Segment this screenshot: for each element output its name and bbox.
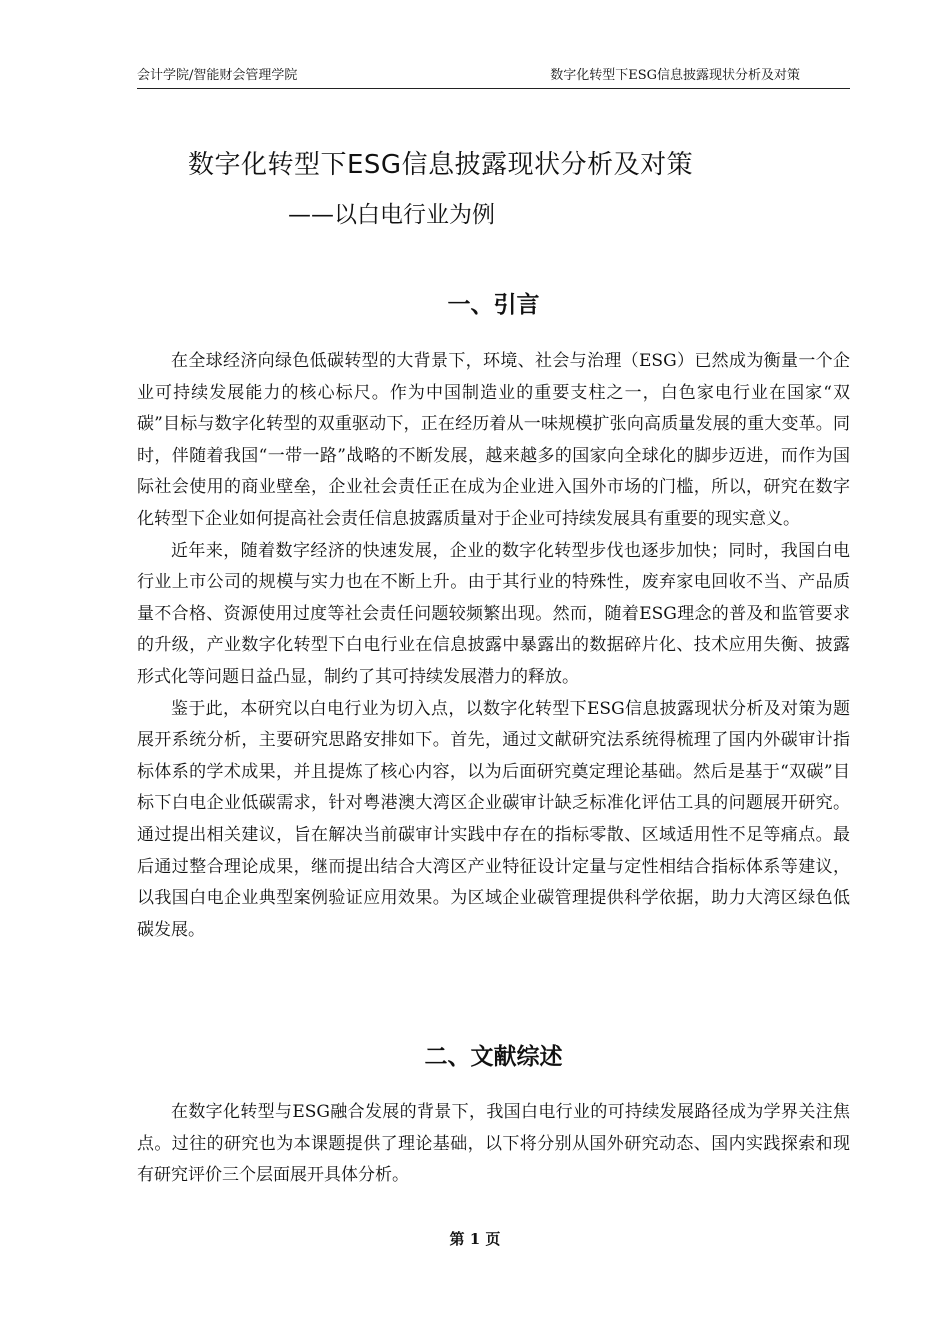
running-header xyxy=(137,66,850,89)
paragraph: 在数字化转型与ESG融合发展的背景下，我国白电行业的可持续发展路径成为学界关注焦点。过往的研究也为本课题提供了理论基础，以下将分别从国外研究动态、国内实践探索和现有研究评价三个层面展开具体分析。 xyxy=(137,1102,850,1186)
section-heading-literature-review: 二、文献综述 xyxy=(424,1044,563,1070)
section-heading-introduction: 一、引言 xyxy=(447,292,540,318)
paragraph: 在全球经济向绿色低碳转型的大背景下，环境、社会与治理（ESG）已然成为衡量一个企业可持续发展能力的核心标尺。作为中国制造业的重要支柱之一，白色家电行业在国家“双碳”目标与数字化转型的双重驱动下，正在经历着从一味规模扩张向高质量发展的重大变革。同时，伴随着我国“一带一路”战略的不断发展，越来越多的国家向全球化的脚步迈进，而作为国际社会使用的商业壁垒，企业社会责任正在成为企业进入国外市场的门槛，所以，研究在数字化转型下企业如何提高社会责任信息披露质量对于企业可持续发展具有重要的现实意义。 xyxy=(137,351,850,529)
header-left-institution: 会计学院/智能财会管理学院 xyxy=(137,68,298,83)
paragraph: 鉴于此，本研究以白电行业为切入点，以数字化转型下ESG信息披露现状分析及对策为题展开系统分析，主要研究思路安排如下。首先，通过文献研究法系统得梳理了国内外碳审计指标体系的学术成果，并且提炼了核心内容，以为后面研究奠定理论基础。然后是基于“双碳”目标下白电企业低碳需求，针对粤港澳大湾区企业碳审计缺乏标准化评估工具的问题展开研究。通过提出相关建议，旨在解决当前碳审计实践中存在的指标零散、区域适用性不足等痛点。最后通过整合理论成果，继而提出结合大湾区产业特征设计定量与定性相结合指标体系等建议，以我国白电企业典型案例验证应用效果。为区域企业碳管理提供科学依据，助力大湾区绿色低碳发展。 xyxy=(137,698,850,940)
paragraph: 近年来，随着数字经济的快速发展，企业的数字化转型步伐也逐步加快；同时，我国白电行业上市公司的规模与实力也在不断上升。由于其行业的特殊性，废弃家电回收不当、产品质量不合格、资源使用过度等社会责任问题较频繁出现。然而，随着ESG理念的普及和监管要求的升级，产业数字化转型下白电行业在信息披露中暴露出的数据碎片化、技术应用失衡、披露形式化等问题日益凸显，制约了其可持续发展潜力的释放。 xyxy=(137,540,850,687)
document-subtitle: ——以白电行业为例 xyxy=(288,202,495,228)
introduction-body xyxy=(137,346,850,946)
page-number: 第 1 页 xyxy=(449,1230,501,1248)
literature-review-body xyxy=(137,1097,850,1192)
document-title: 数字化转型下ESG信息披露现状分析及对策 xyxy=(188,150,694,180)
header-right-title: 数字化转型下ESG信息披露现状分析及对策 xyxy=(550,68,800,83)
